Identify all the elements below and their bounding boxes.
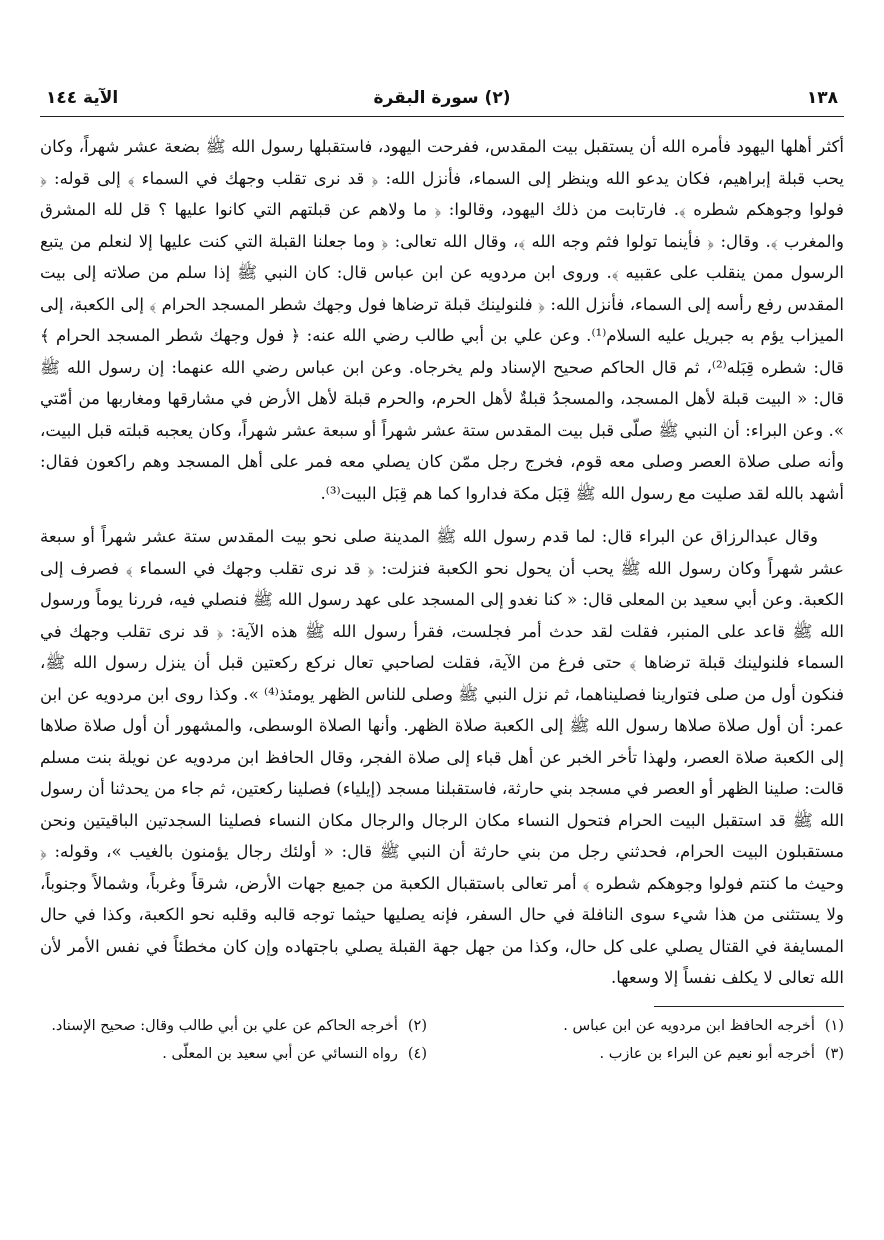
- footnote-1: [457, 1013, 844, 1039]
- paragraph-1: أكثر أهلها اليهود فأمره الله أن يستقبل بيت المقدس، ففرحت اليهود، فاستقبلها رسول الله ﷺ بضعة عشر شهراً، وكان يحب قبلة إبراهيم، فكان يدعو الله وينظر إلى السماء، فأنزل الله: ﴿ قد نرى تقلب وجهك في السماء ﴾ إلى قوله: ﴿ فولوا وجوهكم شطره ﴾. فارتابت من ذلك اليهود، وقالوا: ﴿ ما ولاهم عن قبلتهم التي كانوا عليها ؟ قل لله المشرق والمغرب ﴾. وقال: ﴿ فأينما تولوا فثم وجه الله ﴾، وقال الله تعالى: ﴿ وما جعلنا القبلة التي كنت عليها إلا لنعلم من يتبع الرسول ممن ينقلب على عقبيه ﴾. وروى ابن مردويه عن ابن عباس قال: كان النبي ﷺ إذا سلم من صلاته إلى بيت المقدس رفع رأسه إلى السماء، فأنزل الله: ﴿ فلنولينك قبلة ترضاها فول وجهك شطر المسجد الحرام ﴾ إلى الكعبة، إلى الميزاب يؤم به جبريل عليه السلام⁽¹⁾. وعن علي بن أبي طالب رضي الله عنه: ﴿ فول وجهك شطر المسجد الحرام ﴾ قال: شطره قِبَله⁽²⁾، ثم قال الحاكم صحيح الإسناد ولم يخرجاه. وعن ابن عباس رضي الله عنهما: إن رسول الله ﷺ قال: « البيت قبلة لأهل المسجد، والمسجدُ قبلةٌ لأهل الحرم، والحرم قبلة لأهل الأرض في مشارقها ومغاربها من أمّتي ». وعن البراء: أن النبي ﷺ صلّى قبل بيت المقدس ستة عشر شهراً أو سبعة عشر شهراً، وكان يعجبه قبلته قبل البيت، وأنه صلى صلاة العصر وصلى معه قوم، فخرج رجل ممّن كان يصلي معه فمر على أهل المسجد وهم راكعون فقال: أشهد بالله لقد صليت مع رسول الله ﷺ قِبَل مكة فداروا كما هم قِبَل البيت⁽³⁾.: [40, 137, 844, 503]
- footnote-text: رواه النسائي عن أبي سعيد بن المعلّى .: [162, 1045, 398, 1062]
- paragraph-2: وقال عبدالرزاق عن البراء قال: لما قدم رسول الله ﷺ المدينة صلى نحو بيت المقدس ستة عشر شهراً أو سبعة عشر شهراً وكان رسول الله ﷺ يحب أن يحول نحو الكعبة فنزلت: ﴿ قد نرى تقلب وجهك في السماء ﴾ فصرف إلى الكعبة. وعن أبي سعيد بن المعلى قال: « كنا نغدو إلى المسجد على عهد رسول الله ﷺ فنصلي فيه، فررنا يوماً ورسول الله ﷺ قاعد على المنبر، فقلت لقد حدث أمر فجلست، فقرأ رسول الله ﷺ هذه الآية: ﴿ قد نرى تقلب وجهك في السماء فلنولينك قبلة ترضاها ﴾ حتى فرغ من الآية، فقلت لصاحبي تعال نركع ركعتين قبل أن ينزل رسول الله ﷺ، فنكون أول من صلى فتوارينا فصليناهما، ثم نزل النبي ﷺ وصلى للناس الظهر يومئذ⁽⁴⁾ ». وكذا روى ابن مردويه عن ابن عمر: أن أول صلاة صلاها رسول الله ﷺ إلى الكعبة صلاة الظهر. وأنها الصلاة الوسطى، والمشهور أن أول صلاة صلاها إلى الكعبة صلاة العصر، ولهذا تأخر الخبر عن أهل قباء إلى صلاة الفجر، وقال الحافظ ابن مردويه عن نويلة بنت مسلم قالت: صلينا الظهر أو العصر في مسجد بني حارثة، فاستقبلنا مسجد (إيلياء) فصلينا ركعتين، ثم جاء من يحدثنا أن رسول الله ﷺ قد استقبل البيت الحرام فتحول النساء مكان الرجال والرجال مكان النساء فصلينا السجدتين الباقيتين ونحن مستقبلون البيت الحرام، فحدثني رجل من بني حارثة أن النبي ﷺ قال: « أولئك رجال يؤمنون بالغيب »، وقوله: ﴿ وحيث ما كنتم فولوا وجوهكم شطره ﴾ أمر تعالى باستقبال الكعبة من جميع جهات الأرض، شرقاً وغرباً، وشمالاً وجنوباً، ولا يستثنى من هذا شيء سوى النافلة في حال السفر، فإنه يصليها حيثما توجه قالبه وقلبه نحو الكعبة، وكذا في حال المسايفة في القتال يصلي على كل حال، وكذا من جهل جهة القبلة يصلي باجتهاده وإن كان مخطئاً في نفس الأمر لأن الله تعالى لا يكلف نفساً إلا وسعها.: [40, 527, 845, 987]
- ayah-label: الآية ١٤٤: [46, 88, 119, 108]
- book-page: [40, 86, 844, 1200]
- footnote-number: (٣): [824, 1045, 844, 1062]
- footnote-3: [457, 1041, 844, 1067]
- footnote-number: (٢): [407, 1017, 427, 1034]
- footnote-number: (٤): [407, 1045, 427, 1062]
- footnote-4: [40, 1041, 427, 1067]
- footnote-text: أخرجه الحاكم عن علي بن أبي طالب وقال: صحيح الإسناد.: [51, 1017, 398, 1034]
- footnote-2: [40, 1013, 427, 1039]
- footnote-text: أخرجه أبو نعيم عن البراء بن عازب .: [599, 1045, 815, 1062]
- footnote-divider: [654, 1006, 844, 1007]
- footnote-text: أخرجه الحافظ ابن مردويه عن ابن عباس .: [563, 1017, 815, 1034]
- footnotes: [40, 1013, 844, 1067]
- running-header: [40, 86, 844, 117]
- page-number: ١٣٨: [806, 88, 838, 108]
- surah-title: (٢) سورة البقرة: [373, 88, 511, 108]
- main-text: [40, 131, 844, 994]
- footnote-number: (١): [824, 1017, 844, 1034]
